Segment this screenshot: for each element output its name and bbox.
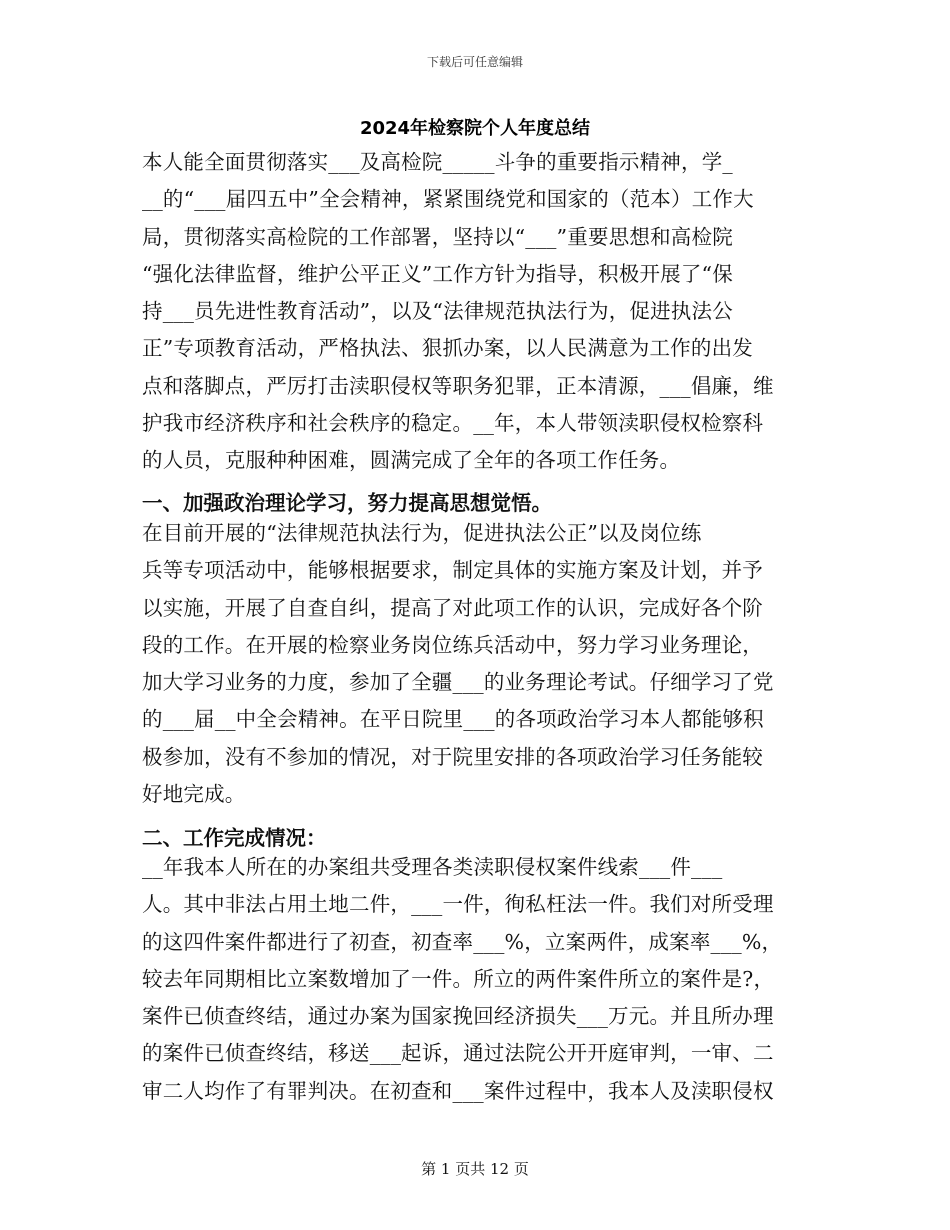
text-line: 护我市经济秩序和社会秩序的稳定。__年，本人带领渎职侵权检察科 [142,411,764,436]
text-line: __的“___届四五中”全会精神，紧紧围绕党和国家的（范本）工作大 [142,187,754,212]
page-header-note: 下载后可任意编辑 [426,55,523,69]
intro-paragraph [142,144,810,480]
section1-paragraph [142,515,810,813]
text-line: 较去年同期相比立案数增加了一件。所立的两件案件所立的案件是?， [142,966,775,991]
section-heading-political-study: 一、加强政治理论学习，努力提高思想觉悟。 [142,491,552,515]
text-line: “强化法律监督，维护公平正义”工作方针为指导，积极开展了“保 [142,261,733,286]
text-line: __年我本人所在的办案组共受理各类渎职侵权案件线索___件___ [142,855,723,879]
text-line: 案件已侦查终结，通过办案为国家挽回经济损失___万元。并且所办理 [142,1004,774,1029]
text-line: 兵等专项活动中，能够根据要求，制定具体的实施方案及计划，并予 [142,558,763,583]
text-line: 在目前开展的“法律规范执法行为，促进执法公正”以及岗位练 [142,521,702,545]
text-line: 审二人均作了有罪判决。在初查和___案件过程中，我本人及渎职侵权 [142,1078,774,1103]
text-line: 的这四件案件都进行了初查，初查率___%，立案两件，成案率___%， [142,929,783,954]
text-line: 极参加，没有不参加的情况，对于院里安排的各项政治学习任务能较 [142,744,763,769]
section2-paragraph [142,849,810,1110]
text-line: 局，贯彻落实高检院的工作部署，坚持以“___”重要思想和高检院 [142,224,733,249]
document-title: 2024年检察院个人年度总结 [359,118,591,139]
text-line: 加大学习业务的力度，参加了全疆___的业务理论考试。仔细学习了党 [142,670,774,695]
text-line: 的案件已侦查终结，移送___起诉，通过法院公开开庭审判，一审、二 [142,1041,774,1066]
text-line: 以实施，开展了自查自纠，提高了对此项工作的认识，完成好各个阶 [142,595,763,620]
text-line: 点和落脚点，严厉打击渎职侵权等职务犯罪，正本清源，___倡廉，维 [142,373,774,398]
page-number-indicator: 第 1 页共 12 页 [421,1160,529,1178]
text-line: 持___员先进性教育活动”，以及“法律规范执法行为，促进执法公 [142,299,733,324]
text-line: 人。其中非法占用土地二件，___一件，徇私枉法一件。我们对所受理 [142,892,774,917]
text-line: 本人能全面贯彻落实___及高检院_____斗争的重要指示精神，学_ [142,150,733,174]
text-line: 好地完成。 [142,782,246,807]
text-line: 正”专项教育活动，严格执法、狠抓办案，以人民满意为工作的出发 [142,336,753,361]
section-heading-work-completion: 二、工作完成情况： [142,826,327,850]
text-line: 段的工作。在开展的检察业务岗位练兵活动中，努力学习业务理论， [142,632,763,657]
text-line: 的___届__中全会精神。在平日院里___的各项政治学习本人都能够积 [142,707,764,732]
text-line: 的人员，克服种种困难，圆满完成了全年的各项工作任务。 [142,448,681,473]
